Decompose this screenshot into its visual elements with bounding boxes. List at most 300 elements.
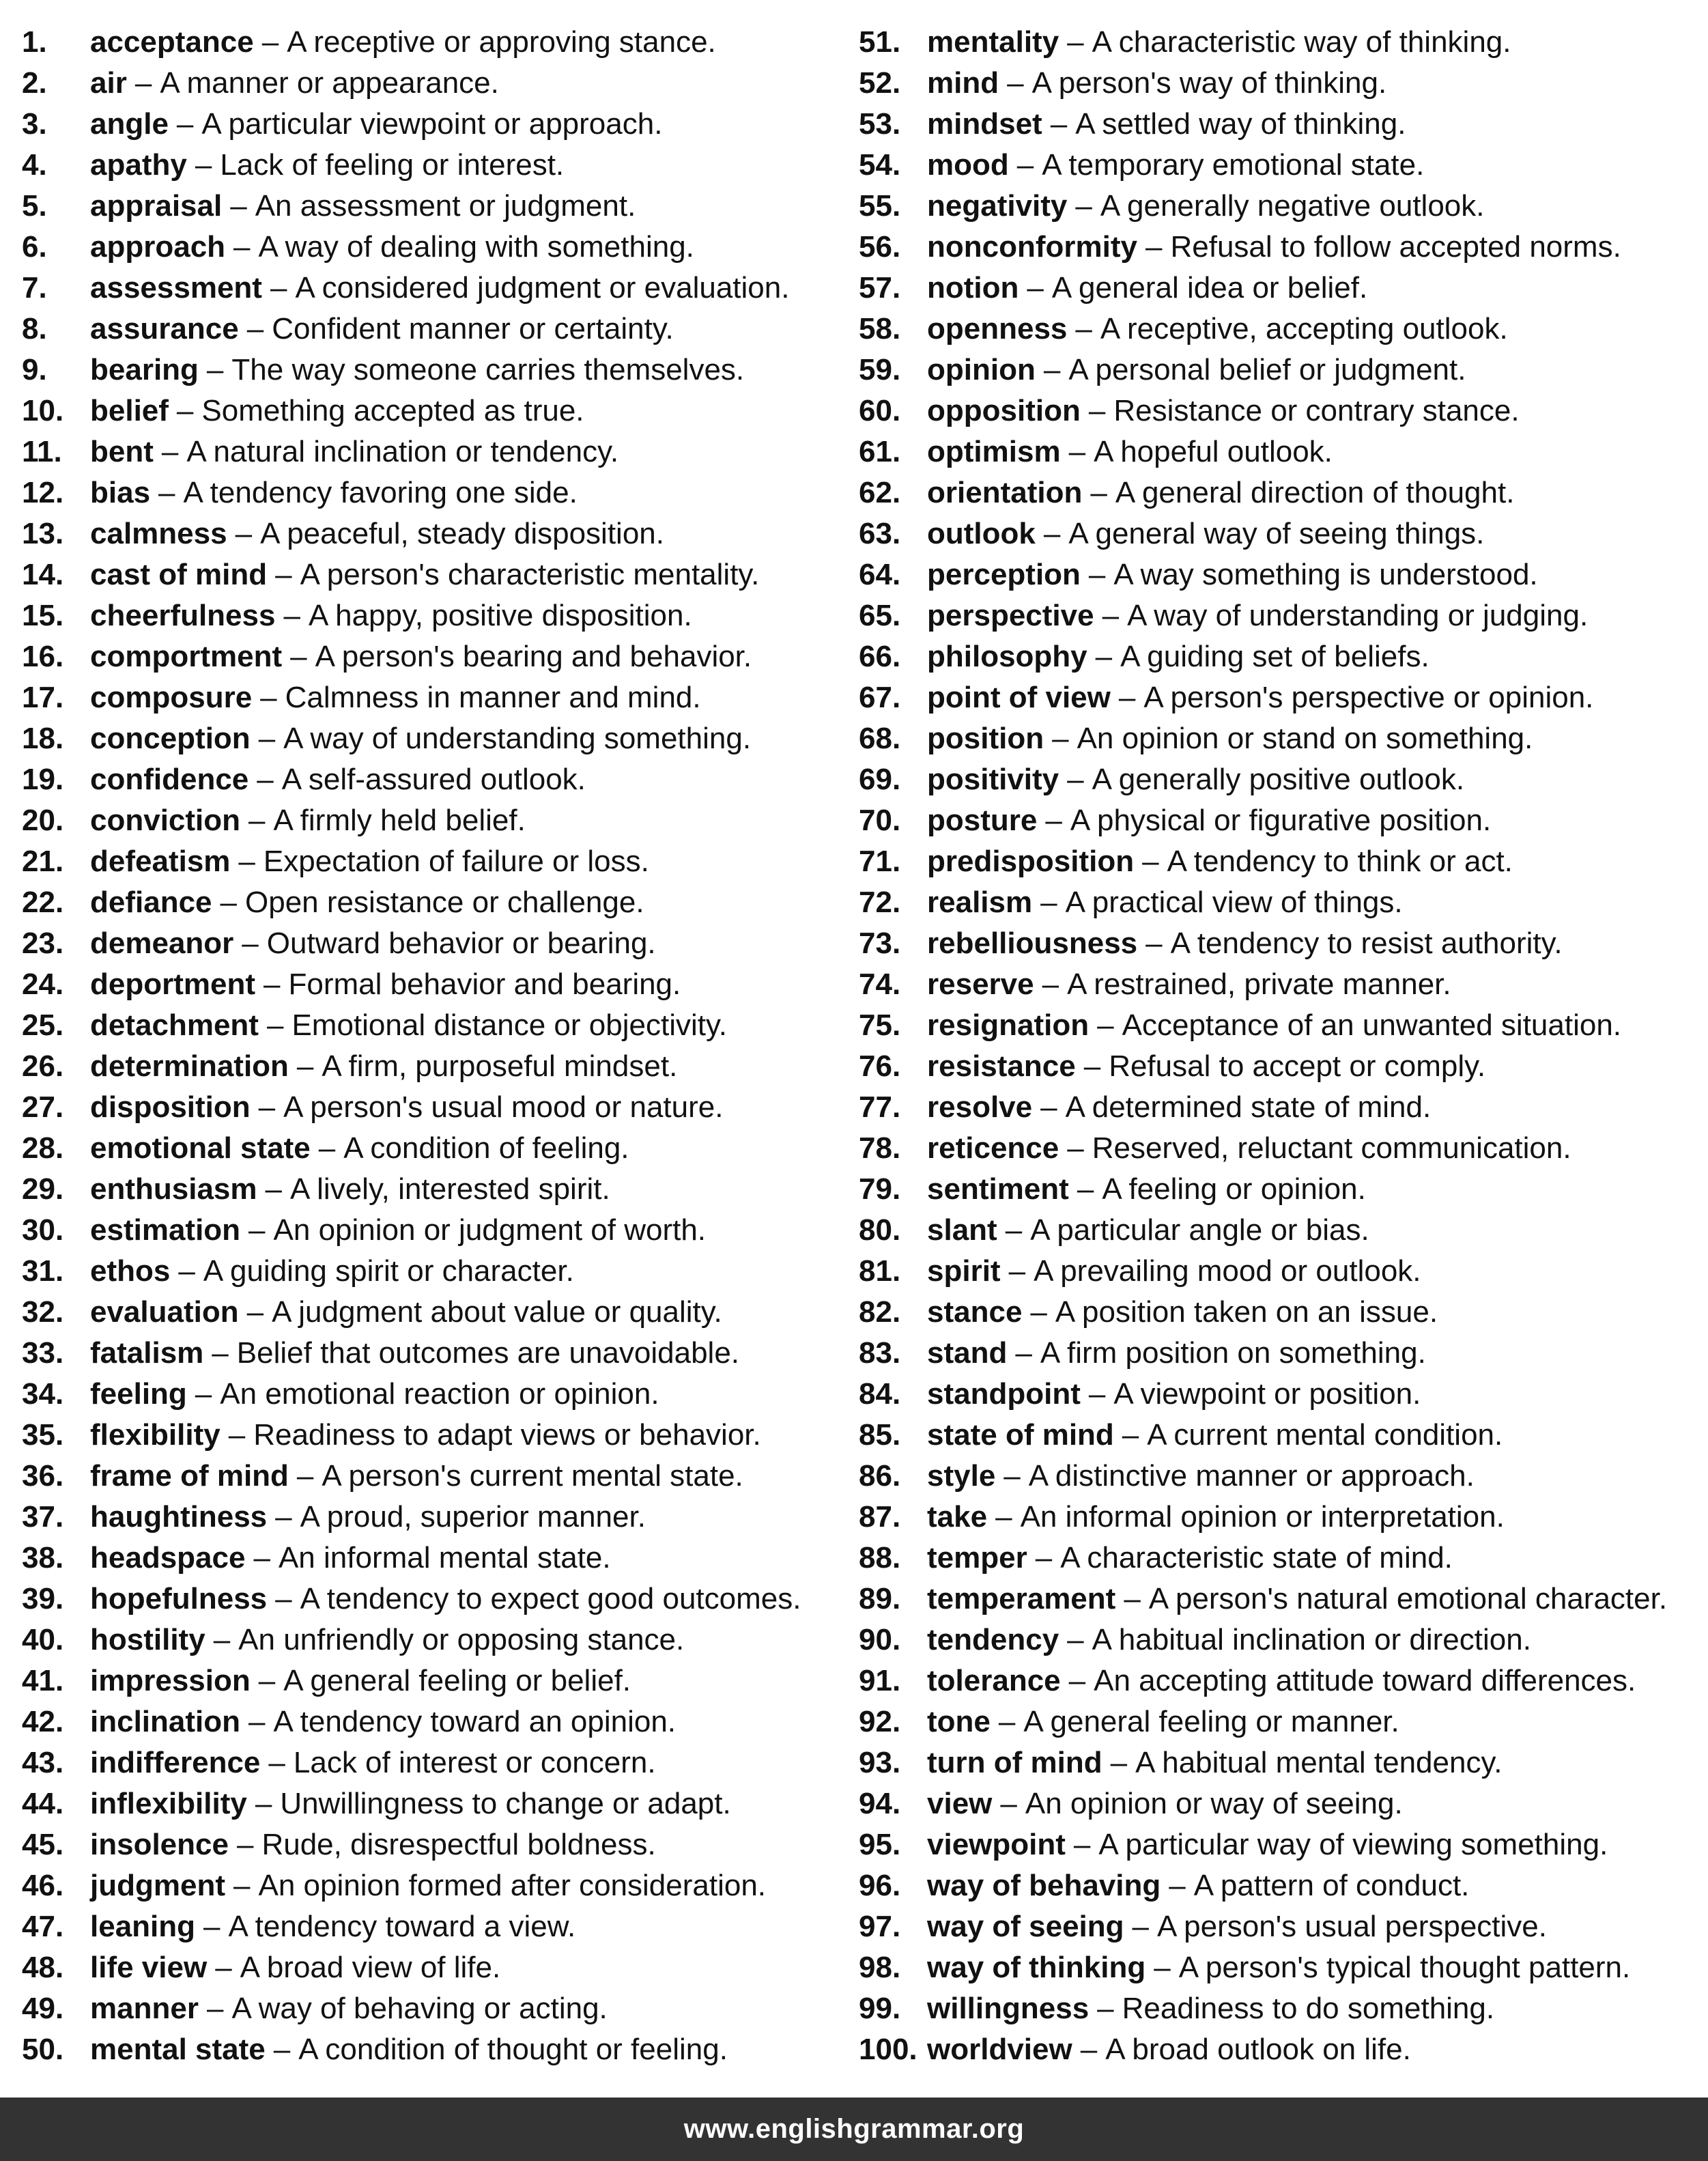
list-item	[859, 1087, 1698, 1128]
item-number: 45.	[22, 1828, 64, 1861]
item-definition: A way of understanding or judging.	[1127, 599, 1589, 632]
item-term: standpoint	[927, 1377, 1081, 1411]
list-item	[859, 1865, 1698, 1906]
item-separator: –	[246, 312, 264, 345]
item-term: feeling	[90, 1377, 187, 1411]
item-definition: A particular angle or bias.	[1030, 1213, 1369, 1247]
item-number: 66.	[859, 640, 901, 673]
item-definition: A determined state of mind.	[1065, 1090, 1432, 1124]
item-separator: –	[176, 394, 194, 427]
item-separator: –	[1169, 1869, 1186, 1902]
item-definition: A guiding spirit or character.	[203, 1254, 574, 1288]
list-item	[859, 1538, 1698, 1579]
item-term: conception	[90, 722, 251, 755]
item-separator: –	[1008, 1254, 1026, 1288]
list-item	[22, 923, 848, 964]
item-number: 56.	[859, 230, 901, 264]
item-definition: An opinion or stand on something.	[1077, 722, 1533, 755]
list-item	[859, 1005, 1698, 1046]
list-item	[22, 1865, 848, 1906]
item-number: 92.	[859, 1705, 901, 1738]
item-number: 49.	[22, 1992, 64, 2025]
item-number: 73.	[859, 927, 901, 960]
item-term: opposition	[927, 394, 1081, 427]
left-column	[22, 22, 848, 2070]
item-separator: –	[270, 271, 287, 305]
item-term: cast of mind	[90, 558, 268, 591]
item-term: rebelliousness	[927, 927, 1138, 960]
item-definition: A practical view of things.	[1065, 886, 1403, 919]
list-item	[22, 636, 848, 677]
item-term: headspace	[90, 1541, 246, 1574]
item-number: 65.	[859, 599, 901, 632]
item-separator: –	[206, 1992, 224, 2025]
item-definition: A receptive, accepting outlook.	[1100, 312, 1508, 345]
item-number: 39.	[22, 1582, 64, 1615]
item-term: bearing	[90, 353, 199, 386]
item-definition: A habitual inclination or direction.	[1092, 1623, 1531, 1656]
item-term: take	[927, 1500, 988, 1534]
list-item	[859, 1906, 1698, 1947]
item-definition: An accepting attitude toward differences.	[1094, 1664, 1636, 1697]
list-item	[859, 800, 1698, 841]
item-number: 77.	[859, 1090, 901, 1124]
item-definition: Expectation of failure or loss.	[263, 845, 649, 878]
item-term: slant	[927, 1213, 997, 1247]
item-term: way of behaving	[927, 1869, 1161, 1902]
item-separator: –	[1077, 1172, 1094, 1206]
item-definition: An informal mental state.	[278, 1541, 611, 1574]
item-term: style	[927, 1459, 996, 1493]
list-item	[859, 391, 1698, 432]
item-definition: A person's way of thinking.	[1031, 66, 1387, 100]
list-item	[22, 1374, 848, 1415]
list-item	[22, 227, 848, 268]
item-separator: –	[1043, 353, 1061, 386]
list-item	[859, 554, 1698, 595]
item-separator: –	[220, 886, 237, 919]
item-definition: A general direction of thought.	[1115, 476, 1515, 509]
item-separator: –	[215, 1951, 232, 1984]
list-item	[859, 63, 1698, 104]
item-term: temperament	[927, 1582, 1116, 1615]
list-item	[22, 1087, 848, 1128]
item-definition: A firm, purposeful mindset.	[322, 1049, 678, 1083]
item-definition: A judgment about value or quality.	[272, 1295, 722, 1329]
item-definition: A general way of seeing things.	[1068, 517, 1485, 550]
item-term: openness	[927, 312, 1068, 345]
item-separator: –	[1083, 1049, 1101, 1083]
list-item	[859, 677, 1698, 718]
item-definition: A peaceful, steady disposition.	[260, 517, 664, 550]
item-separator: –	[1118, 681, 1136, 714]
item-term: bent	[90, 435, 154, 468]
list-item	[22, 1783, 848, 1824]
item-definition: A general idea or belief.	[1051, 271, 1368, 305]
list-item	[22, 1824, 848, 1865]
item-separator: –	[1075, 189, 1092, 223]
item-separator: –	[258, 1664, 276, 1697]
item-term: notion	[927, 271, 1019, 305]
item-term: reserve	[927, 967, 1034, 1001]
item-term: perception	[927, 558, 1081, 591]
list-item	[859, 1251, 1698, 1292]
item-number: 46.	[22, 1869, 64, 1902]
item-separator: –	[296, 1459, 314, 1493]
item-separator: –	[228, 1418, 246, 1452]
item-number: 75.	[859, 1008, 901, 1042]
item-number: 34.	[22, 1377, 64, 1411]
item-separator: –	[1016, 148, 1034, 182]
item-definition: Rude, disrespectful boldness.	[261, 1828, 656, 1861]
item-separator: –	[273, 2033, 291, 2066]
item-term: way of seeing	[927, 1910, 1124, 1943]
item-definition: A guiding set of beliefs.	[1120, 640, 1429, 673]
item-definition: A happy, positive disposition.	[308, 599, 692, 632]
item-term: outlook	[927, 517, 1036, 550]
item-separator: –	[233, 230, 251, 264]
list-item	[22, 186, 848, 227]
item-term: defeatism	[90, 845, 231, 878]
item-definition: A considered judgment or evaluation.	[295, 271, 790, 305]
list-item	[859, 1128, 1698, 1169]
item-definition: A proud, superior manner.	[300, 1500, 646, 1534]
item-definition: Formal behavior and bearing.	[288, 967, 681, 1001]
item-number: 14.	[22, 558, 64, 591]
item-number: 93.	[859, 1746, 901, 1779]
list-item	[859, 841, 1698, 882]
item-definition: A tendency favoring one side.	[183, 476, 578, 509]
item-separator: –	[1154, 1951, 1171, 1984]
item-separator: –	[236, 1828, 254, 1861]
item-separator: –	[1052, 722, 1069, 755]
item-separator: –	[265, 1172, 282, 1206]
item-definition: A tendency to resist authority.	[1170, 927, 1563, 960]
list-item	[22, 268, 848, 309]
item-definition: A person's typical thought pattern.	[1178, 1951, 1631, 1984]
list-item	[22, 145, 848, 186]
item-separator: –	[248, 1213, 266, 1247]
list-item	[22, 63, 848, 104]
item-term: turn of mind	[927, 1746, 1102, 1779]
item-number: 11.	[22, 435, 62, 468]
item-separator: –	[1080, 2033, 1098, 2066]
item-definition: A condition of thought or feeling.	[298, 2033, 728, 2066]
list-item	[22, 595, 848, 636]
item-separator: –	[1088, 558, 1106, 591]
item-term: assurance	[90, 312, 239, 345]
list-item	[859, 1415, 1698, 1456]
item-number: 67.	[859, 681, 901, 714]
list-item	[859, 718, 1698, 759]
footer-website[interactable]: www.englishgrammar.org	[683, 2114, 1025, 2144]
item-number: 22.	[22, 886, 64, 919]
item-separator: –	[1015, 1336, 1032, 1370]
item-term: willingness	[927, 1992, 1090, 2025]
item-separator: –	[1095, 640, 1113, 673]
item-separator: –	[1030, 1295, 1047, 1329]
item-number: 38.	[22, 1541, 64, 1574]
item-number: 30.	[22, 1213, 64, 1247]
item-number: 95.	[859, 1828, 901, 1861]
list-item	[22, 1661, 848, 1701]
list-item	[859, 1456, 1698, 1497]
item-number: 82.	[859, 1295, 901, 1329]
item-number: 16.	[22, 640, 64, 673]
item-number: 78.	[859, 1131, 901, 1165]
item-term: enthusiasm	[90, 1172, 257, 1206]
item-number: 89.	[859, 1582, 901, 1615]
item-term: perspective	[927, 599, 1094, 632]
item-separator: –	[1007, 66, 1024, 100]
item-separator: –	[238, 845, 255, 878]
item-number: 36.	[22, 1459, 64, 1493]
item-number: 20.	[22, 804, 64, 837]
list-item	[859, 1497, 1698, 1538]
item-term: impression	[90, 1664, 251, 1697]
item-separator: –	[275, 1582, 292, 1615]
item-number: 76.	[859, 1049, 901, 1083]
item-number: 80.	[859, 1213, 901, 1247]
list-item	[859, 1988, 1698, 2029]
item-separator: –	[1068, 435, 1086, 468]
item-term: state of mind	[927, 1418, 1114, 1452]
list-item	[22, 391, 848, 432]
item-definition: An informal opinion or interpretation.	[1020, 1500, 1505, 1534]
item-number: 21.	[22, 845, 64, 878]
list-item	[859, 1292, 1698, 1333]
item-separator: –	[1043, 517, 1061, 550]
item-separator: –	[318, 1131, 336, 1165]
item-definition: A characteristic way of thinking.	[1092, 25, 1511, 59]
item-number: 87.	[859, 1500, 901, 1534]
item-term: stand	[927, 1336, 1008, 1370]
item-separator: –	[134, 66, 152, 100]
item-definition: A tendency to expect good outcomes.	[300, 1582, 801, 1615]
item-number: 57.	[859, 271, 901, 305]
item-definition: An unfriendly or opposing stance.	[238, 1623, 685, 1656]
list-item	[859, 1169, 1698, 1210]
item-number: 55.	[859, 189, 901, 223]
item-separator: –	[1132, 1910, 1150, 1943]
item-number: 32.	[22, 1295, 64, 1329]
item-number: 68.	[859, 722, 901, 755]
item-number: 15.	[22, 599, 64, 632]
item-definition: Resistance or contrary stance.	[1113, 394, 1520, 427]
item-separator: –	[178, 1254, 195, 1288]
list-item	[22, 1988, 848, 2029]
list-item	[22, 964, 848, 1005]
item-term: worldview	[927, 2033, 1072, 2066]
item-separator: –	[206, 353, 224, 386]
item-definition: A hopeful outlook.	[1094, 435, 1333, 468]
item-number: 72.	[859, 886, 901, 919]
item-term: posture	[927, 804, 1038, 837]
item-number: 40.	[22, 1623, 64, 1656]
item-definition: A condition of feeling.	[343, 1131, 629, 1165]
list-item	[22, 2029, 848, 2070]
item-definition: Lack of interest or concern.	[293, 1746, 656, 1779]
item-definition: A general feeling or belief.	[283, 1664, 631, 1697]
list-item	[859, 1620, 1698, 1661]
item-definition: A person's bearing and behavior.	[315, 640, 752, 673]
item-number: 70.	[859, 804, 901, 837]
item-definition: A generally positive outlook.	[1092, 763, 1465, 796]
item-separator: –	[233, 1869, 251, 1902]
item-number: 28.	[22, 1131, 64, 1165]
list-item	[859, 104, 1698, 145]
item-separator: –	[260, 681, 277, 714]
item-separator: –	[1088, 394, 1106, 427]
item-definition: A tendency to think or act.	[1167, 845, 1513, 878]
list-item	[859, 432, 1698, 472]
item-definition: A generally negative outlook.	[1100, 189, 1485, 223]
item-definition: A way of dealing with something.	[258, 230, 694, 264]
item-separator: –	[203, 1910, 220, 1943]
item-separator: –	[255, 1787, 272, 1820]
item-term: air	[90, 66, 127, 100]
item-separator: –	[1067, 1131, 1084, 1165]
item-term: demeanor	[90, 927, 234, 960]
item-definition: Refusal to accept or comply.	[1109, 1049, 1486, 1083]
item-separator: –	[1124, 1582, 1141, 1615]
item-separator: –	[1035, 1541, 1053, 1574]
item-term: tendency	[927, 1623, 1059, 1656]
item-number: 9.	[22, 353, 47, 386]
item-definition: A person's current mental state.	[322, 1459, 743, 1493]
item-term: opinion	[927, 353, 1036, 386]
item-definition: A self-assured outlook.	[281, 763, 586, 796]
item-number: 71.	[859, 845, 901, 878]
item-definition: Something accepted as true.	[201, 394, 584, 427]
list-item	[859, 636, 1698, 677]
item-number: 35.	[22, 1418, 64, 1452]
list-item	[22, 1579, 848, 1620]
list-item	[22, 718, 848, 759]
item-term: inclination	[90, 1705, 240, 1738]
item-term: assessment	[90, 271, 262, 305]
item-definition: A settled way of thinking.	[1075, 107, 1406, 141]
item-separator: –	[1040, 886, 1057, 919]
item-number: 79.	[859, 1172, 901, 1206]
item-separator: –	[1004, 1459, 1021, 1493]
item-term: leaning	[90, 1910, 196, 1943]
item-definition: A person's usual mood or nature.	[283, 1090, 724, 1124]
item-number: 31.	[22, 1254, 64, 1288]
item-number: 50.	[22, 2033, 64, 2066]
list-item	[859, 1579, 1698, 1620]
item-term: tone	[927, 1705, 991, 1738]
item-number: 41.	[22, 1664, 64, 1697]
list-item	[22, 1415, 848, 1456]
list-item	[22, 104, 848, 145]
item-separator: –	[1110, 1746, 1128, 1779]
list-item	[22, 800, 848, 841]
item-number: 99.	[859, 1992, 901, 2025]
item-number: 42.	[22, 1705, 64, 1738]
item-separator: –	[1088, 1377, 1106, 1411]
item-separator: –	[258, 722, 276, 755]
item-separator: –	[1090, 476, 1107, 509]
item-term: resolve	[927, 1090, 1033, 1124]
item-term: hopefulness	[90, 1582, 268, 1615]
item-term: bias	[90, 476, 151, 509]
list-item	[859, 22, 1698, 63]
list-item	[22, 1333, 848, 1374]
item-term: tolerance	[927, 1664, 1061, 1697]
item-definition: A feeling or opinion.	[1102, 1172, 1366, 1206]
item-term: calmness	[90, 517, 227, 550]
item-separator: –	[290, 640, 307, 673]
item-definition: A broad outlook on life.	[1105, 2033, 1411, 2066]
item-definition: A tendency toward a view.	[228, 1910, 576, 1943]
item-term: emotional state	[90, 1131, 311, 1165]
item-term: orientation	[927, 476, 1083, 509]
list-item	[22, 1497, 848, 1538]
item-definition: A physical or figurative position.	[1070, 804, 1492, 837]
list-item	[22, 882, 848, 923]
item-definition: A position taken on an issue.	[1055, 1295, 1438, 1329]
item-term: determination	[90, 1049, 289, 1083]
item-term: indifference	[90, 1746, 261, 1779]
list-item	[859, 1210, 1698, 1251]
item-number: 98.	[859, 1951, 901, 1984]
list-item	[22, 1906, 848, 1947]
item-separator: –	[1122, 1418, 1139, 1452]
item-number: 12.	[22, 476, 64, 509]
item-term: manner	[90, 1992, 199, 2025]
item-term: ethos	[90, 1254, 171, 1288]
item-term: angle	[90, 107, 169, 141]
item-number: 94.	[859, 1787, 901, 1820]
item-term: detachment	[90, 1008, 259, 1042]
list-item	[859, 2029, 1698, 2070]
item-term: temper	[927, 1541, 1027, 1574]
item-definition: A tendency toward an opinion.	[273, 1705, 677, 1738]
item-term: apathy	[90, 148, 187, 182]
list-item	[22, 1128, 848, 1169]
item-term: mindset	[927, 107, 1042, 141]
item-definition: An assessment or judgment.	[255, 189, 636, 223]
item-definition: Reserved, reluctant communication.	[1092, 1131, 1571, 1165]
item-separator: –	[261, 25, 279, 59]
item-definition: Unwillingness to change or adapt.	[280, 1787, 731, 1820]
item-definition: Confident manner or certainty.	[272, 312, 674, 345]
item-number: 25.	[22, 1008, 64, 1042]
item-definition: An emotional reaction or opinion.	[220, 1377, 659, 1411]
item-term: judgment	[90, 1869, 225, 1902]
list-item	[859, 268, 1698, 309]
item-separator: –	[176, 107, 194, 141]
item-term: view	[927, 1787, 993, 1820]
item-separator: –	[1097, 1992, 1114, 2025]
item-term: inflexibility	[90, 1787, 247, 1820]
item-definition: A habitual mental tendency.	[1135, 1746, 1503, 1779]
item-number: 13.	[22, 517, 64, 550]
item-separator: –	[264, 967, 281, 1001]
list-item	[22, 1620, 848, 1661]
item-separator: –	[212, 1336, 229, 1370]
item-definition: Acceptance of an unwanted situation.	[1122, 1008, 1622, 1042]
item-term: estimation	[90, 1213, 241, 1247]
list-item	[22, 513, 848, 554]
item-separator: –	[283, 599, 300, 632]
item-definition: A particular viewpoint or approach.	[201, 107, 663, 141]
item-term: haughtiness	[90, 1500, 268, 1534]
item-definition: A person's perspective or opinion.	[1143, 681, 1594, 714]
item-number: 59.	[859, 353, 901, 386]
item-term: realism	[927, 886, 1033, 919]
